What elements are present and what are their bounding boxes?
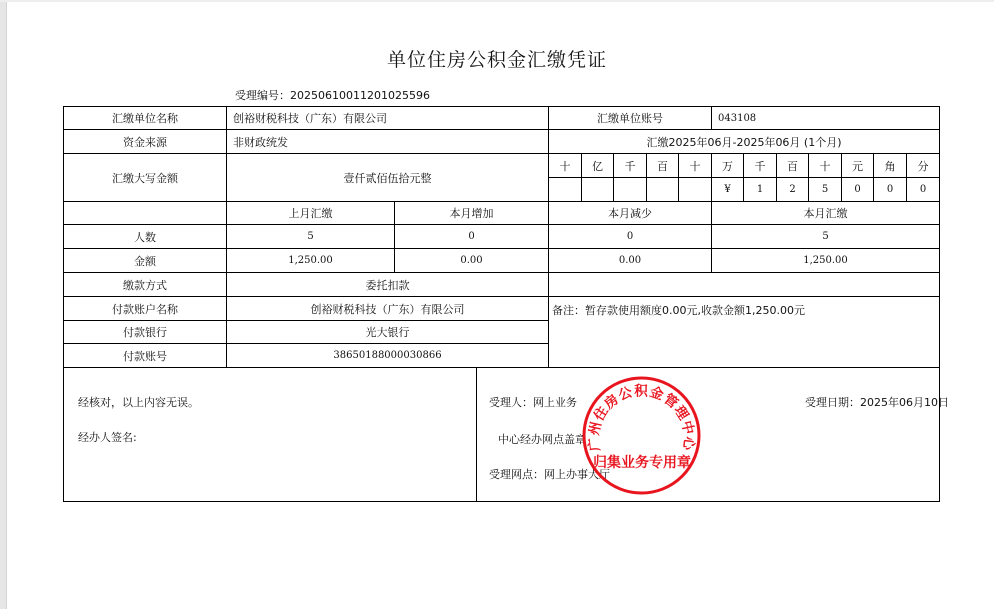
payer-bank-label: 付款银行 — [64, 321, 227, 344]
digit-place-header: 十 — [809, 154, 842, 178]
digit-place-header: 亿 — [582, 154, 614, 178]
digit-place-value: 1 — [744, 178, 777, 202]
amount-upper-label: 汇缴大写金额 — [64, 154, 227, 202]
blank-cell-right — [549, 273, 939, 297]
people-this-month: 5 — [712, 225, 939, 249]
digit-place-header: 千 — [744, 154, 777, 178]
official-seal-stamp — [581, 375, 702, 496]
digit-place-value: 0 — [842, 178, 874, 202]
document-title: 单位住房公积金汇缴凭证 — [386, 49, 607, 71]
pay-method-label: 缴款方式 — [64, 273, 227, 297]
digit-place-value — [549, 178, 582, 202]
digit-place-header: 百 — [777, 154, 809, 178]
voucher-form — [63, 106, 949, 502]
people-label: 人数 — [64, 225, 227, 249]
people-increase: 0 — [395, 225, 549, 249]
digit-place-value — [679, 178, 712, 202]
pay-method-value: 委托扣款 — [227, 273, 549, 297]
digit-place-value — [647, 178, 679, 202]
bottom-divider — [476, 368, 477, 501]
blank-header-cell — [64, 202, 227, 225]
verified-text: 经核对，以上内容无误。 — [78, 396, 199, 409]
col-increase: 本月增加 — [395, 202, 549, 225]
fund-source-value: 非财政统发 — [227, 130, 549, 154]
digit-place-header: 分 — [907, 154, 939, 178]
col-decrease: 本月减少 — [549, 202, 712, 225]
digit-place-value: 5 — [809, 178, 842, 202]
digit-place-header: 元 — [842, 154, 874, 178]
digit-place-value: 0 — [874, 178, 907, 202]
digit-place-value: ¥ — [712, 178, 744, 202]
accept-point: 受理网点：网上办事大厅 — [489, 468, 610, 481]
digit-place-header: 十 — [679, 154, 712, 178]
digit-place-value: 0 — [907, 178, 939, 202]
amount-label: 金额 — [64, 249, 227, 273]
fund-source-label: 资金来源 — [64, 130, 227, 154]
payer-name-value: 创裕财税科技（广东）有限公司 — [227, 297, 549, 321]
amount-upper-value: 壹仟贰佰伍拾元整 — [227, 154, 549, 202]
remark — [549, 297, 939, 368]
digit-place-value — [582, 178, 614, 202]
accept-date: 受理日期：2025年06月10日 — [805, 396, 949, 409]
payment-period: 汇缴2025年06月-2025年06月 (1个月) — [549, 130, 939, 154]
col-this-month: 本月汇缴 — [712, 202, 939, 225]
unit-account-value: 043108 — [712, 107, 939, 130]
center-stamp-label: 中心经办网点盖章 — [498, 433, 586, 446]
payer-account-label: 付款账号 — [64, 344, 227, 368]
unit-name-value: 创裕财税科技（广东）有限公司 — [227, 107, 549, 130]
amount-last-month: 1,250.00 — [227, 249, 395, 273]
amount-increase: 0.00 — [395, 249, 549, 273]
unit-name-label: 汇缴单位名称 — [64, 107, 227, 130]
viewer-left-edge — [0, 0, 7, 609]
col-last-month: 上月汇缴 — [227, 202, 395, 225]
digit-place-header: 千 — [614, 154, 647, 178]
digit-place-value: 2 — [777, 178, 809, 202]
handler-signature-label: 经办人签名: — [78, 431, 137, 444]
people-last-month: 5 — [227, 225, 395, 249]
unit-account-label: 汇缴单位账号 — [549, 107, 712, 130]
people-decrease: 0 — [549, 225, 712, 249]
digit-place-header: 万 — [712, 154, 744, 178]
payer-bank-value: 光大银行 — [227, 321, 549, 344]
amount-this-month: 1,250.00 — [712, 249, 939, 273]
remark-text: 备注：暂存款使用额度0.00元,收款金额1,250.00元 — [552, 304, 805, 317]
digit-place-header: 十 — [549, 154, 582, 178]
digit-place-value — [614, 178, 647, 202]
digit-place-header: 角 — [874, 154, 907, 178]
accept-number: 受理编号：20250610011201025596 — [235, 89, 430, 102]
receiver-text: 受理人：网上业务 — [489, 396, 577, 409]
payer-account-value: 38650188000030866 — [227, 344, 549, 368]
seal-inner-text: 归集业务专用章 — [593, 455, 691, 471]
amount-decrease: 0.00 — [549, 249, 712, 273]
digit-place-header: 百 — [647, 154, 679, 178]
payer-name-label: 付款账户名称 — [64, 297, 227, 321]
seal-outer-text: 广州住房公积金管理中心 — [586, 383, 697, 453]
